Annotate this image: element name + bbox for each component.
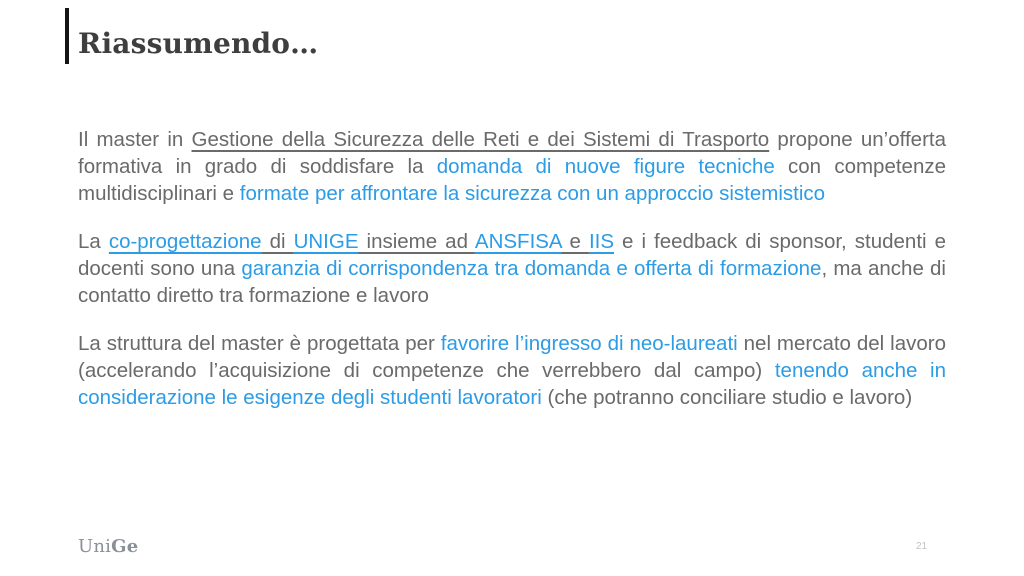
title-accent-bar: [65, 8, 69, 64]
slide-body: [78, 126, 946, 432]
page-title: Riassumendo…: [78, 27, 319, 60]
text-run: ANSFISA: [474, 230, 562, 253]
text-run: La: [78, 230, 109, 253]
text-run: , ma anche di contatto diretto tra formazione e lavoro: [78, 257, 946, 307]
text-run: tenendo anche in considerazione le esigenze degli studenti lavoratori: [78, 359, 946, 409]
text-run: insieme ad: [358, 230, 475, 253]
text-run: garanzia di corrispondenza tra domanda e offerta di formazione: [241, 257, 822, 280]
page-number: 21: [916, 541, 928, 552]
text-run: di: [261, 230, 294, 253]
text-run: IIS: [588, 230, 615, 253]
text-run: e: [561, 230, 589, 253]
text-run: UNIGE: [293, 230, 359, 253]
paragraph: [78, 126, 946, 207]
text-run: Il master in: [78, 128, 192, 151]
text-run: nel mercato del lavoro (accelerando l’acquisizione di competenze che verrebbero dal campo): [78, 332, 946, 382]
unige-logo-uni: Uni: [78, 536, 112, 557]
text-run: domanda di nuove figure tecniche: [436, 155, 775, 178]
text-run: e i feedback di sponsor, studenti e docenti sono una: [78, 230, 946, 280]
text-run: favorire l’ingresso di neo-laureati: [440, 332, 738, 355]
text-run: formate per affrontare la sicurezza con un approccio sistemistico: [239, 182, 826, 205]
text-run: La struttura del master è progettata per: [78, 332, 441, 355]
text-run: co-progettazione: [108, 230, 262, 253]
text-run: (che potranno conciliare studio e lavoro): [541, 386, 913, 409]
paragraph: [78, 330, 946, 411]
text-run: propone un’offerta formativa in grado di soddisfare la: [78, 128, 946, 178]
unige-logo: [78, 537, 138, 557]
text-run: Gestione della Sicurezza delle Reti e dei Sistemi di Trasporto: [191, 128, 770, 151]
unige-logo-ge: Ge: [111, 536, 139, 557]
text-run: con competenze multidisciplinari e: [78, 155, 947, 205]
paragraph: [78, 228, 946, 309]
